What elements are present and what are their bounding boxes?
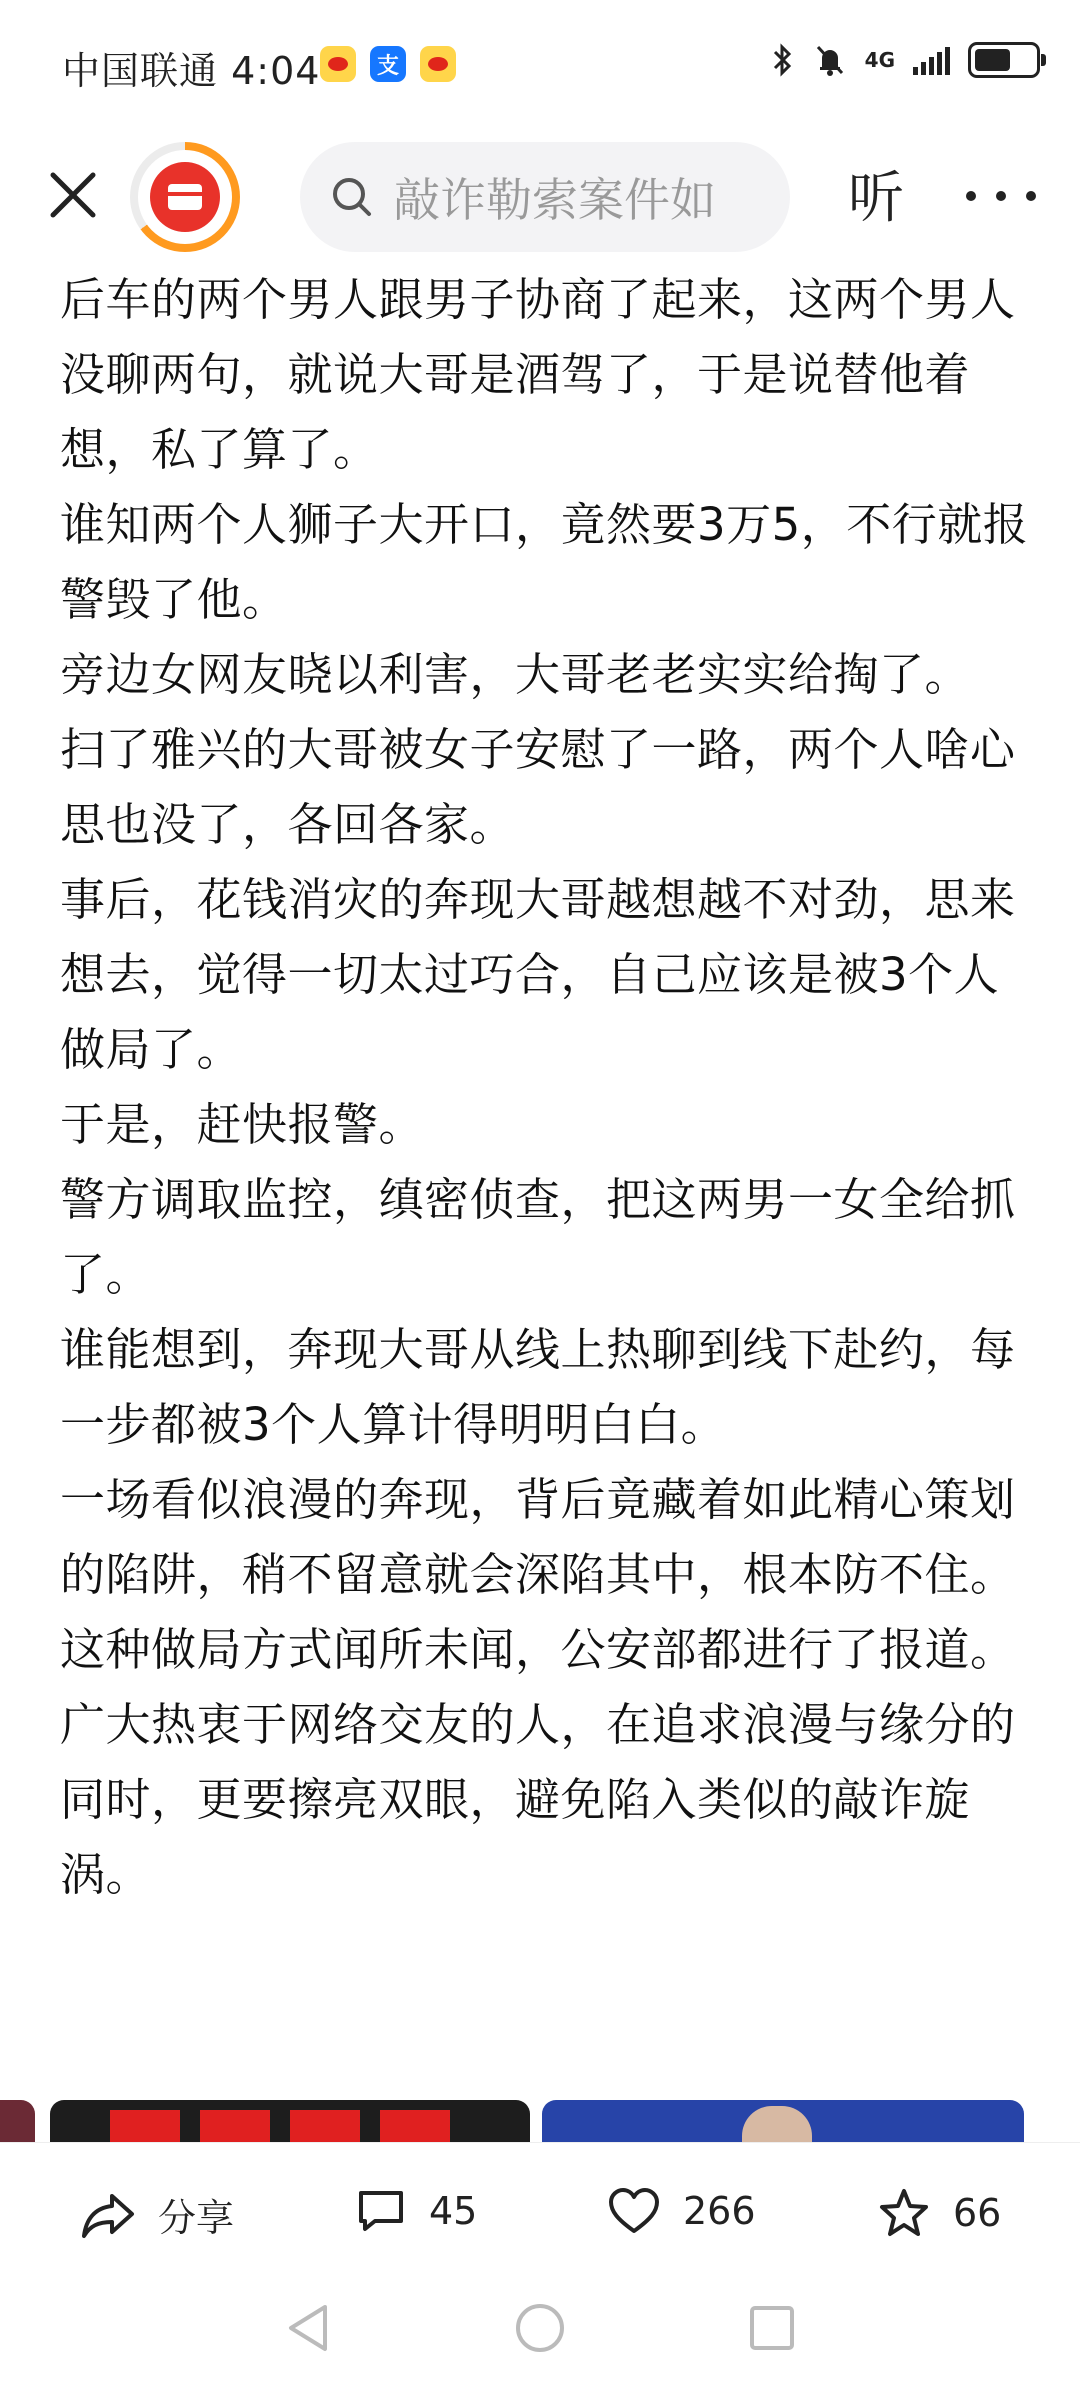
more-options-button[interactable] [966,166,1036,226]
article-image-thumb[interactable] [542,2100,1024,2142]
star-icon [877,2187,931,2239]
carrier-and-time [62,40,320,95]
favorite-count: 66 [953,2191,1002,2235]
article-images [0,2100,1080,2142]
article-paragraph: 谁知两个人狮子大开口，竟然要3万5，不行就报警毁了他。 [60,498,1029,626]
nav-home-button[interactable] [510,2298,570,2358]
share-label: 分享 [158,2196,235,2240]
search-icon [330,175,374,219]
notification-icons [320,46,456,82]
comment-count: 45 [429,2189,478,2233]
close-button[interactable] [38,160,108,230]
mute-bell-icon [813,43,847,77]
alipay-icon: 支 [370,46,406,82]
battery-icon [968,42,1040,78]
author-avatar[interactable] [130,142,240,252]
article-paragraph: 警方调取监控，缜密侦查，把这两男一女全给抓了。 [60,1173,1016,1301]
more-dot-icon [996,191,1006,201]
article-paragraph: 谁能想到，奔现大哥从线上热聊到线下赴约，每一步都被3个人算计得明明白白。 [60,1323,1016,1451]
bluetooth-icon [771,43,795,77]
network-type: 4G [864,48,895,72]
nav-back-button[interactable] [278,2298,338,2358]
circle-home-icon [514,2302,566,2354]
article-paragraph: 广大热衷于网络交友的人，在追求浪漫与缘分的同时，更要擦亮双眼，避免陷入类似的敲诈旋涡。 [60,1698,1016,1901]
system-nav-bar [0,2272,1080,2388]
article-image-thumb[interactable] [50,2100,530,2142]
clock: 4:04 [231,49,321,93]
top-nav [0,130,1080,260]
article-paragraph: 后车的两个男人跟男子协商了起来，这两个男人没聊两句，就说大哥是酒驾了，于是说替他着想，私了算了。 [60,273,1016,476]
comment-button[interactable] [355,2187,477,2235]
article-paragraph: 一场看似浪漫的奔现，背后竟藏着如此精心策划的陷阱，稍不留意就会深陷其中，根本防不住。 [60,1473,1016,1601]
article-paragraph: 旁边女网友晓以利害，大哥老老实实给掏了。 [60,648,971,701]
status-bar [0,0,1080,130]
favorite-button[interactable] [877,2187,1001,2239]
square-recents-icon [748,2304,796,2352]
more-dot-icon [1026,191,1036,201]
triangle-back-icon [285,2303,331,2353]
heart-icon [607,2187,661,2235]
article-action-bar [0,2142,1080,2272]
share-button[interactable] [80,2187,234,2242]
close-icon [47,169,99,221]
battery-level [975,49,1010,71]
share-icon [80,2190,136,2240]
like-count: 266 [683,2189,756,2233]
article-paragraph: 于是，赶快报警。 [60,1098,425,1151]
signal-icon [913,45,950,75]
article-body [60,262,1030,1912]
search-placeholder: 敲诈勒索案件如 [394,173,716,227]
article-paragraph: 扫了雅兴的大哥被女子安慰了一路，两个人啥心思也没了，各回各家。 [60,723,1016,851]
weibo-icon [420,46,456,82]
nav-recents-button[interactable] [742,2298,802,2358]
article-paragraph: 这种做局方式闻所未闻，公安部都进行了报道。 [60,1623,1016,1676]
comment-icon [355,2187,407,2235]
article-paragraph: 事后，花钱消灾的奔现大哥越想越不对劲，思来想去，觉得一切太过巧合，自己应该是被3个人做局了。 [60,873,1016,1076]
more-dot-icon [966,191,976,201]
carrier-name: 中国联通 [62,49,219,93]
search-input[interactable] [300,142,790,252]
article-image-thumb[interactable] [0,2100,35,2142]
system-status [771,42,1040,78]
weibo-icon [320,46,356,82]
app-logo-icon [150,162,220,232]
listen-button[interactable]: 听 [848,166,904,231]
like-button[interactable] [607,2187,756,2235]
